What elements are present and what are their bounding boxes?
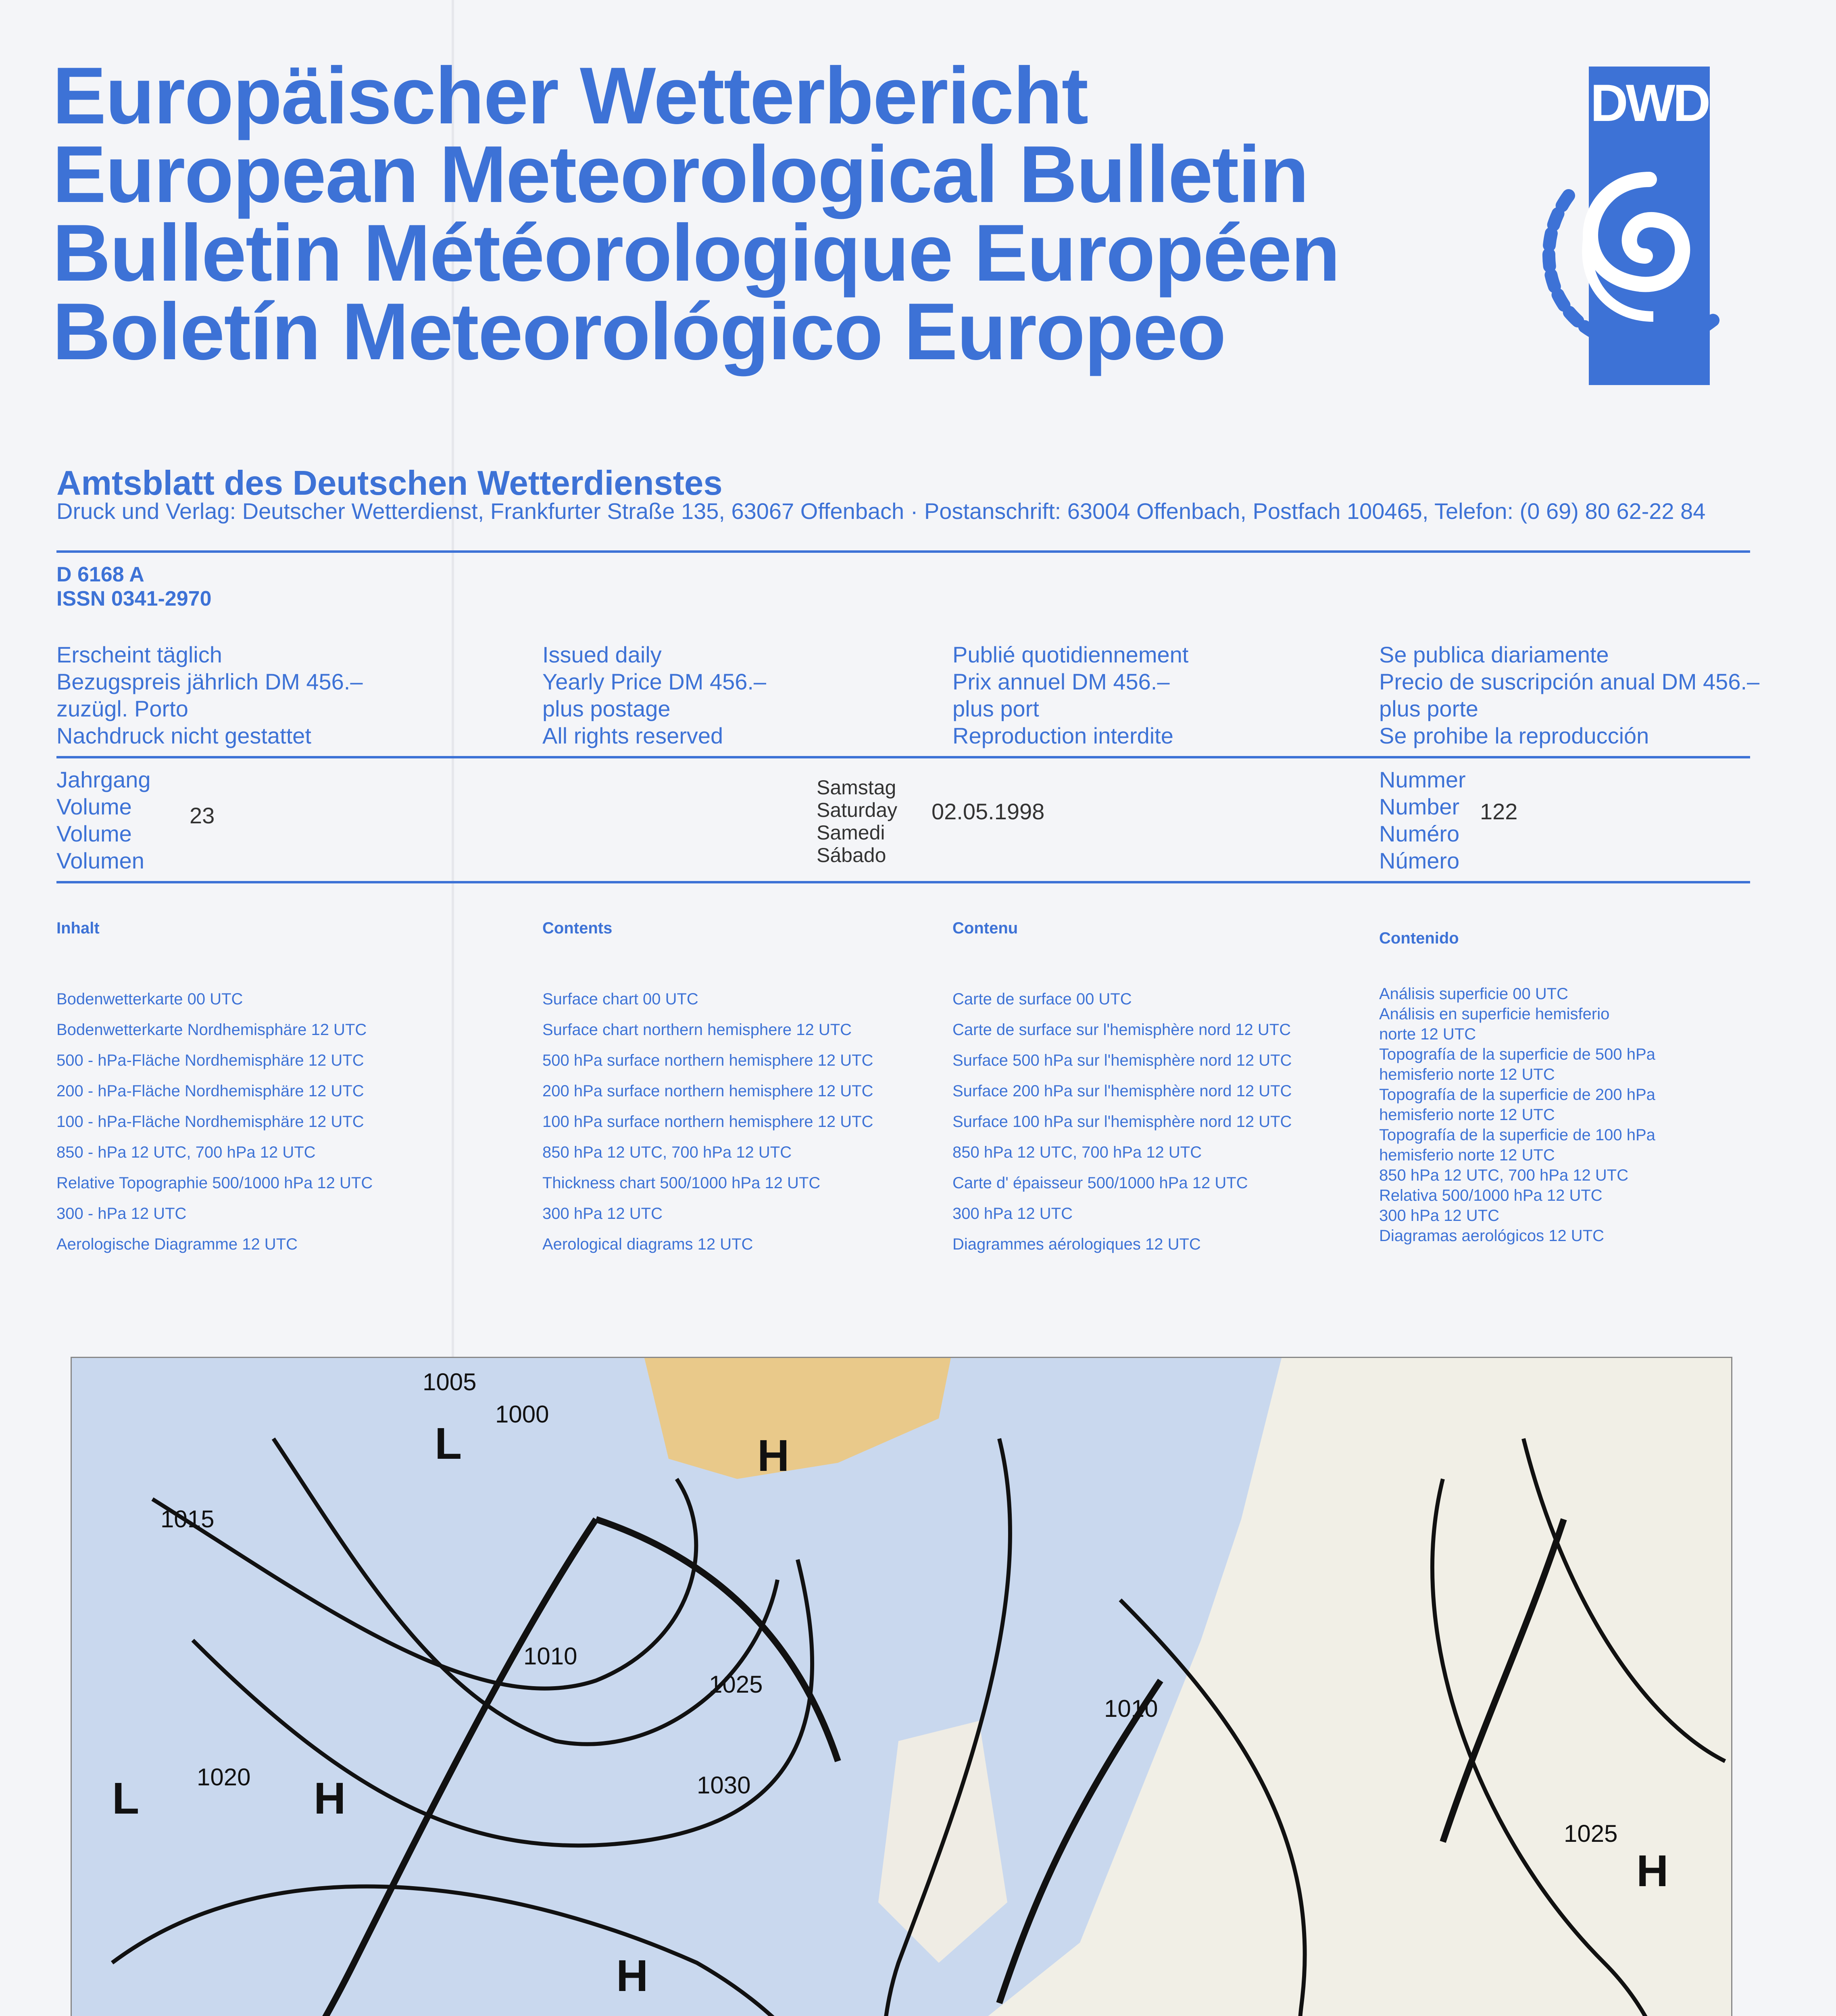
title-fr: Bulletin Météorologique Européen <box>52 208 1340 298</box>
toc-item: Surface chart 00 UTC <box>542 990 698 1008</box>
toc-item: 500 - hPa-Fläche Nordhemisphäre 12 UTC <box>56 1052 364 1069</box>
isobar-label: 1020 <box>197 1764 251 1791</box>
toc-de <box>56 984 373 1260</box>
low-pressure-label: L <box>435 1419 462 1468</box>
contents-heading-de: Inhalt <box>56 919 100 937</box>
day-label: Saturday <box>817 799 898 821</box>
number-label: Numéro <box>1379 821 1460 846</box>
term-line: Se publica diariamente <box>1379 642 1609 667</box>
toc-fr <box>952 984 1292 1260</box>
toc-item: Surface 500 hPa sur l'hemisphère nord 12 UTC <box>952 1052 1292 1069</box>
toc-item: 200 hPa surface northern hemisphere 12 UTC <box>542 1082 873 1100</box>
publication-code: D 6168 A <box>56 563 144 586</box>
title-de: Europäischer Wetterbericht <box>52 51 1088 141</box>
isobar-label: 1000 <box>495 1401 549 1428</box>
toc-item: Thickness chart 500/1000 hPa 12 UTC <box>542 1174 821 1192</box>
toc-item: 100 hPa surface northern hemisphere 12 UTC <box>542 1113 873 1131</box>
isobar-label: 1025 <box>709 1671 763 1698</box>
volume-labels <box>56 766 151 874</box>
low-pressure-label: L <box>112 1774 140 1823</box>
toc-item: Aerologische Diagramme 12 UTC <box>56 1235 298 1253</box>
isobar-label: 1015 <box>160 1506 215 1533</box>
isobar-label: 1005 <box>423 1368 477 1395</box>
toc-item: Carte de surface 00 UTC <box>952 990 1132 1008</box>
toc-item: Surface 200 hPa sur l'hemisphère nord 12 UTC <box>952 1082 1292 1100</box>
term-line: Issued daily <box>542 642 662 667</box>
volume-label: Volumen <box>56 848 144 873</box>
toc-en <box>542 984 873 1260</box>
toc-item: Topografía de la superficie de 100 hPa <box>1379 1126 1655 1144</box>
high-pressure-label: H <box>314 1774 346 1823</box>
term-line: plus porte <box>1379 696 1478 721</box>
toc-item: Topografía de la superficie de 500 hPa <box>1379 1045 1655 1063</box>
terms-en <box>542 641 766 749</box>
toc-item: Bodenwetterkarte 00 UTC <box>56 990 243 1008</box>
toc-item: 300 hPa 12 UTC <box>1379 1207 1499 1225</box>
logo-text: DWD <box>1590 73 1709 132</box>
day-label: Samedi <box>817 821 885 844</box>
dwd-swirl-icon <box>1508 155 1734 365</box>
day-label: Samstag <box>817 776 896 799</box>
surface-chart-map <box>71 1357 1732 2016</box>
title-block <box>52 51 1340 377</box>
dwd-logo <box>1589 67 1710 385</box>
toc-item: 100 - hPa-Fläche Nordhemisphäre 12 UTC <box>56 1113 364 1131</box>
term-line: Prix annuel DM 456.– <box>952 669 1170 694</box>
term-line: zuzügl. Porto <box>56 696 188 721</box>
day-label: Sábado <box>817 844 886 866</box>
term-line: Yearly Price DM 456.– <box>542 669 767 694</box>
toc-item: 200 - hPa-Fläche Nordhemisphäre 12 UTC <box>56 1082 364 1100</box>
term-line: Se prohibe la reproducción <box>1379 723 1649 748</box>
number-label: Nummer <box>1379 767 1466 792</box>
toc-item: 500 hPa surface northern hemisphere 12 UTC <box>542 1052 873 1069</box>
toc-item: hemisferio norte 12 UTC <box>1379 1146 1555 1164</box>
toc-item: hemisferio norte 12 UTC <box>1379 1066 1555 1083</box>
term-line: Reproduction interdite <box>952 723 1173 748</box>
identifiers <box>56 562 212 611</box>
number-label: Número <box>1379 848 1460 873</box>
high-pressure-label: H <box>1636 1846 1669 1896</box>
toc-item: Diagramas aerológicos 12 UTC <box>1379 1227 1605 1245</box>
contents-heading-fr: Contenu <box>952 919 1018 937</box>
toc-item: Topografía de la superficie de 200 hPa <box>1379 1086 1655 1104</box>
terms-fr <box>952 641 1188 749</box>
divider <box>56 550 1750 553</box>
terms-es <box>1379 641 1759 749</box>
number-label: Number <box>1379 794 1460 819</box>
toc-item: norte 12 UTC <box>1379 1025 1476 1043</box>
term-line: plus port <box>952 696 1039 721</box>
term-line: All rights reserved <box>542 723 723 748</box>
isobar-label: 1030 <box>697 1772 751 1799</box>
toc-item: Diagrammes aérologiques 12 UTC <box>952 1235 1201 1253</box>
term-line: plus postage <box>542 696 671 721</box>
toc-item: 300 hPa 12 UTC <box>542 1205 663 1223</box>
toc-item: Surface chart northern hemisphere 12 UTC <box>542 1021 852 1039</box>
toc-item: 850 - hPa 12 UTC, 700 hPa 12 UTC <box>56 1143 316 1161</box>
volume-label: Volume <box>56 794 132 819</box>
weather-map-graphic <box>72 1358 1731 2016</box>
toc-item: Carte de surface sur l'hemisphère nord 12 UTC <box>952 1021 1291 1039</box>
toc-item: Relative Topographie 500/1000 hPa 12 UTC <box>56 1174 373 1192</box>
title-es: Boletín Meteorológico Europeo <box>52 287 1225 377</box>
toc-item: 300 - hPa 12 UTC <box>56 1205 187 1223</box>
volume-label: Jahrgang <box>56 767 151 792</box>
isobar-label: 1025 <box>1564 1820 1618 1847</box>
toc-item: 850 hPa 12 UTC, 700 hPa 12 UTC <box>1379 1166 1629 1184</box>
toc-item: 300 hPa 12 UTC <box>952 1205 1073 1223</box>
divider <box>56 881 1750 883</box>
publisher-address: Druck und Verlag: Deutscher Wetterdienst, Frankfurter Straße 135, 63067 Offenbach · Postanschrift: 63004 Offenbach, Postfach 100465, Telefon: (0 69) 80 62-22 84 <box>56 498 1706 524</box>
issue-date: 02.05.1998 <box>932 799 1045 824</box>
term-line: Precio de suscripción anual DM 456.– <box>1379 669 1760 694</box>
day-labels <box>817 776 897 866</box>
greenland-land <box>644 1358 951 1479</box>
divider <box>56 756 1750 758</box>
term-line: Publié quotidiennement <box>952 642 1189 667</box>
term-line: Erscheint täglich <box>56 642 222 667</box>
high-pressure-label: H <box>616 1951 648 2001</box>
toc-item: Surface 100 hPa sur l'hemisphère nord 12 UTC <box>952 1113 1292 1131</box>
toc-item: hemisferio norte 12 UTC <box>1379 1106 1555 1124</box>
toc-item: Aerological diagrams 12 UTC <box>542 1235 753 1253</box>
volume-value: 23 <box>190 803 215 828</box>
term-line: Bezugspreis jährlich DM 456.– <box>56 669 363 694</box>
toc-item: Bodenwetterkarte Nordhemisphäre 12 UTC <box>56 1021 367 1039</box>
high-pressure-label: H <box>757 1431 790 1481</box>
issn: ISSN 0341-2970 <box>56 587 212 610</box>
terms-de <box>56 641 363 749</box>
contents-heading-es: Contenido <box>1379 929 1459 947</box>
isobar-label: 1010 <box>1104 1695 1158 1722</box>
toc-es <box>1379 984 1655 1246</box>
toc-item: Análisis en superficie hemisferio <box>1379 1005 1610 1023</box>
title-en: European Meteorological Bulletin <box>52 129 1309 219</box>
issue-number: 122 <box>1480 799 1518 824</box>
isobar-label: 1010 <box>523 1643 577 1670</box>
volume-label: Volume <box>56 821 132 846</box>
toc-item: 850 hPa 12 UTC, 700 hPa 12 UTC <box>952 1143 1202 1161</box>
toc-item: Análisis superficie 00 UTC <box>1379 985 1569 1003</box>
toc-item: 850 hPa 12 UTC, 700 hPa 12 UTC <box>542 1143 792 1161</box>
toc-item: Carte d' épaisseur 500/1000 hPa 12 UTC <box>952 1174 1248 1192</box>
contents-heading-en: Contents <box>542 919 613 937</box>
number-labels <box>1379 766 1466 874</box>
toc-item: Relativa 500/1000 hPa 12 UTC <box>1379 1187 1603 1204</box>
term-line: Nachdruck nicht gestattet <box>56 723 311 748</box>
official-gazette-title: Amtsblatt des Deutschen Wetterdienstes <box>56 464 723 502</box>
